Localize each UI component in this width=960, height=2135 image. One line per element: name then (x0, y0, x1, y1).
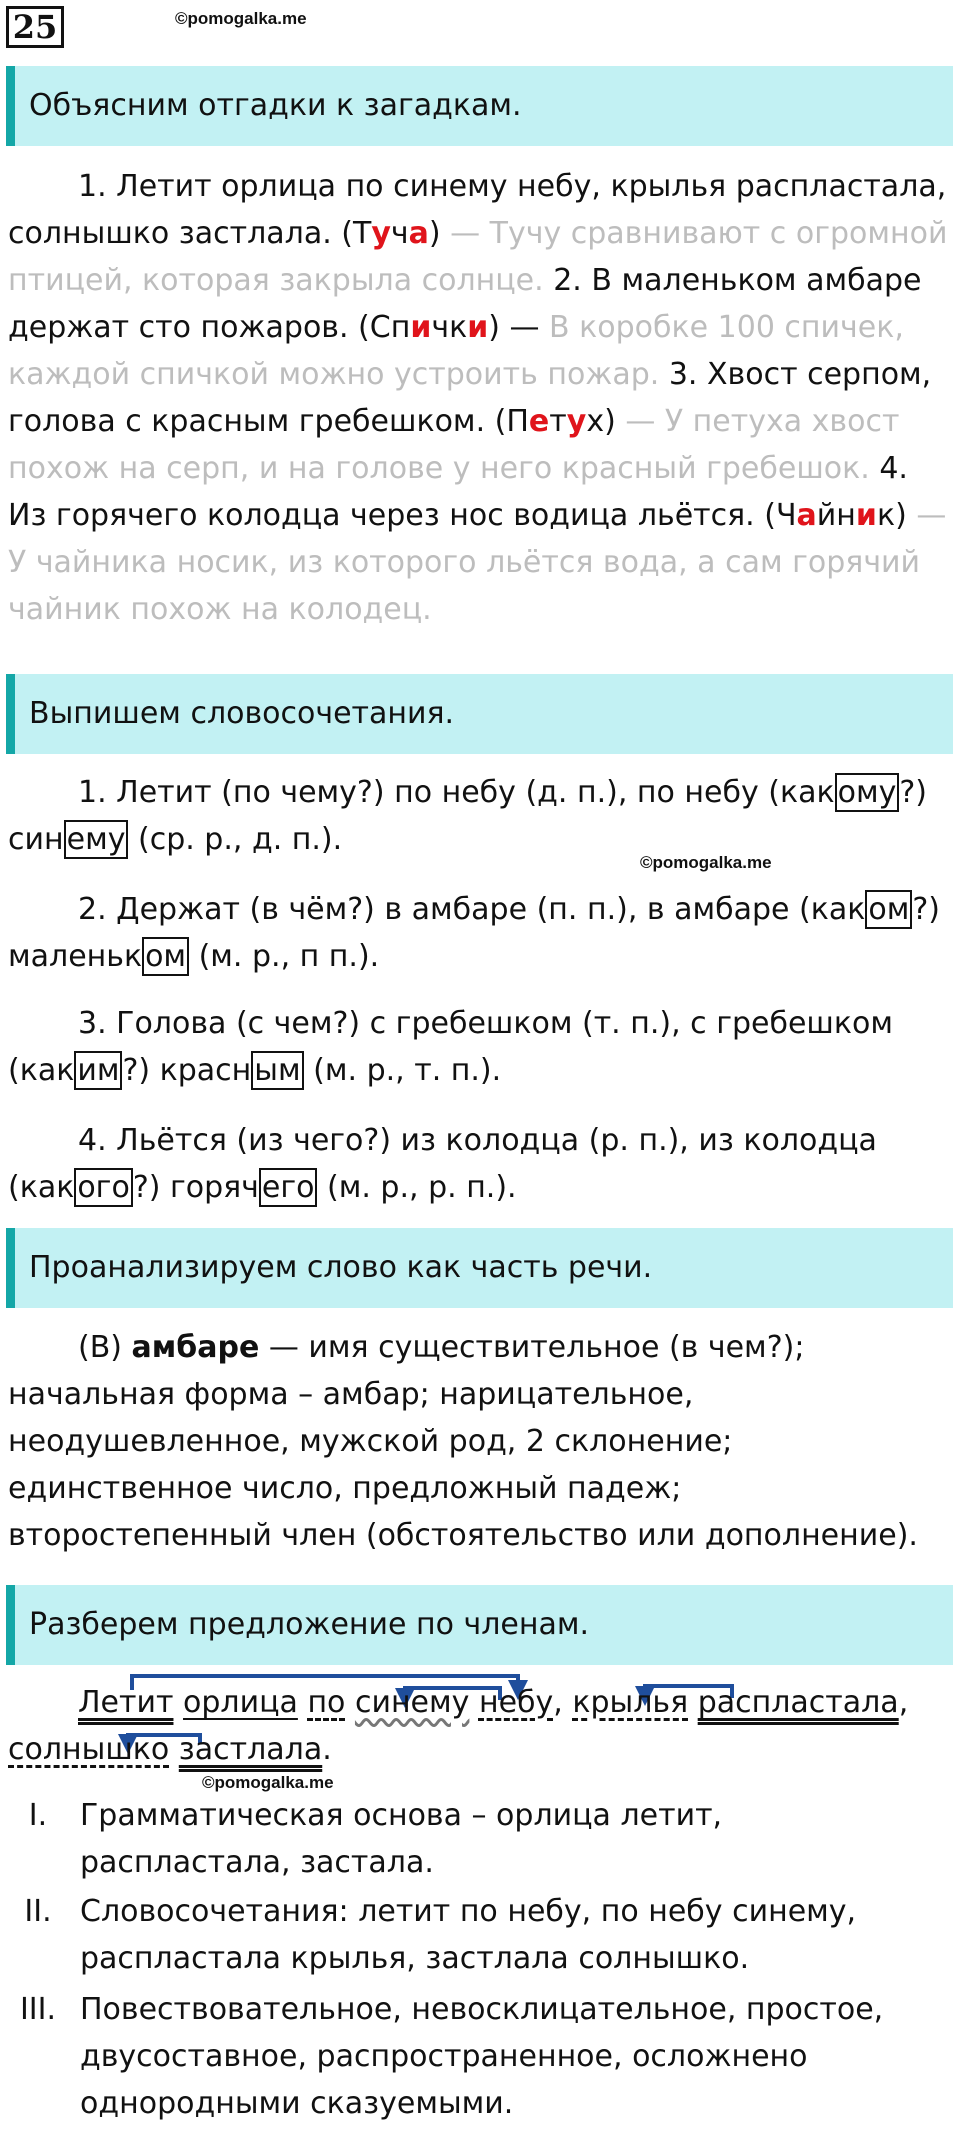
analyzed-word: амбаре (131, 1330, 260, 1365)
section-header-sentence-parse: Разберем предложение по членам. (6, 1585, 953, 1665)
explanation-2: В коробке 100 спичек, каждой спичкой можно устроить пожар. (8, 310, 904, 392)
attribute-sinemu: синему (354, 1685, 470, 1720)
phrase-2: 2. Держат (в чём?) в амбаре (п. п.), в амбаре (как ом ?) маленьк ом (м. р., п п.). (8, 892, 941, 974)
predicate-letit: Летит (78, 1685, 174, 1720)
predicate-rasplastala: распластала (697, 1685, 899, 1720)
list-item-grammatical-basis: Грамматическая основа – орлица летит, распластала, застала. (80, 1798, 723, 1880)
predicate-zastlala: застлала (178, 1732, 323, 1767)
watermark-top: ©pomogalka.me (175, 9, 307, 28)
answer-chaynik: Чайник (775, 498, 896, 533)
object-nebu: небу (478, 1685, 554, 1720)
riddles-paragraph: 1. Летит орлица по синему небу, крылья распластала, солнышко застлала. (Туча) — Тучу сравнивают с огромной птицей, которая закрыла солнце. 2. В маленьком амбаре держат сто пожаров. (Спички) — В коробке 100 спичек, каждой спичкой можно устроить пожар. 3. Хвост серпом, голова с красным гребешком. (Петух) — У петуха хвост похож на серп, и на голове у него красный гребешок. 4. Из горячего колодца через нос водица льётся. (Чайник) — У чайника носик, из которого льётся вода, а сам горячий чайник похож на колодец. (8, 169, 948, 627)
explanation-1: — Тучу сравнивают с огромной птицей, которая закрыла солнце. (8, 216, 948, 298)
word-po: по (307, 1685, 346, 1720)
list-number-3: III. (19, 1992, 57, 2027)
answer-spichki: Спички (369, 310, 489, 345)
parsed-sentence: Летит орлица по синему небу, крылья распластала, солнышко застлала. (8, 1685, 909, 1767)
list-number-1: I. (28, 1798, 48, 1833)
answer-tucha: Туча (353, 216, 429, 251)
object-krylya: крылья (572, 1685, 689, 1720)
explanation-4: — У чайника носик, из которого льётся вода, а сам горячий чайник похож на колодец. (8, 498, 947, 627)
list-number-2: II. (24, 1894, 52, 1929)
section-header-phrases: Выпишем словосочетания. (6, 674, 953, 754)
phrase-3: 3. Голова (с чем?) с гребешком (т. п.), с гребешком (как им ?) красн ым (м. р., т. п.). (8, 1006, 893, 1088)
phrase-1: 1. Летит (по чему?) по небу (д. п.), по небу (как ому ?) син ему (ср. р., д. п.). (8, 775, 927, 857)
list-item-phrases: Словосочетания: летит по небу, по небу синему, распластала крылья, застлала солнышко. (80, 1894, 857, 1976)
object-solnyshko: солнышко (8, 1732, 170, 1767)
explanation-3: — У петуха хвост похож на серп, и на голове у него красный гребешок. (8, 404, 900, 486)
phrase-4: 4. Льётся (из чего?) из колодца (р. п.), из колодца (как ого ?) горяч его (м. р., р. п.). (8, 1123, 877, 1205)
answer-petukh: Петух (506, 404, 605, 439)
list-item-characteristics: Повествовательное, невосклицательное, простое, двусоставное, распространенное, осложнено однородными сказуемыми. (80, 1992, 884, 2121)
section-header-riddles: Объясним отгадки к загадкам. (6, 66, 953, 146)
task-number: 25 (6, 6, 64, 48)
watermark-bottom: ©pomogalka.me (202, 1773, 334, 1792)
pos-analysis: (В) амбаре — имя существительное (в чем?); начальная форма – амбар; нарицательное, неодушевленное, мужской род, 2 склонение; единственное число, предложный падеж; второстепенный член (обстоятельство или дополнение). (8, 1330, 918, 1553)
subject-orlitsa: орлица (183, 1685, 298, 1720)
section-header-part-of-speech: Проанализируем слово как часть речи. (6, 1228, 953, 1308)
watermark-middle: ©pomogalka.me (640, 853, 772, 872)
